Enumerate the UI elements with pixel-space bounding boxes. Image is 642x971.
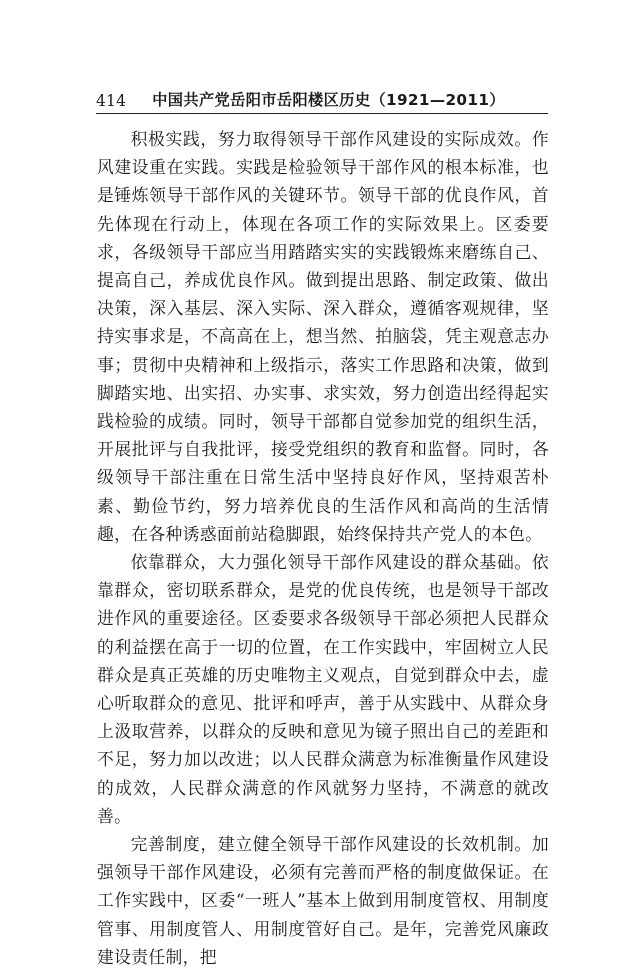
paragraph-masses: 依靠群众，大力强化领导干部作风建设的群众基础。依靠群众，密切联系群众，是党的优良传统，也是领导干部改进作风的重要途径。区委要求各级领导干部必须把人民群众的利益摆在高于一切的位置，在工作实践中，牢固树立人民群众是真正英雄的历史唯物主义观点，自觉到群众中去，虚心听取群众的意见、批评和呼声，善于从实践中、从群众身上汲取营养，以群众的反映和意见为镜子照出自己的差距和不足，努力加以改进；以人民群众满意为标准衡量作风建设的成效，人民群众满意的作风就努力坚持，不满意的就改善。 — [97, 552, 549, 826]
running-header — [96, 82, 548, 114]
page-number: 414 — [96, 92, 127, 110]
paragraph-practice: 积极实践，努力取得领导干部作风建设的实际成效。作风建设重在实践。实践是检验领导干部作风的根本标准，也是锤炼领导干部作风的关键环节。领导干部的优良作风，首先体现在行动上，体现在各项工作的实际效果上。区委要求，各级领导干部应当用踏踏实实的实践锻炼来磨练自己、提高自己，养成优良作风。做到提出思路、制定政策、做出决策，深入基层、深入实际、深入群众，遵循客观规律，坚持实事求是，不高高在上，想当然、拍脑袋，凭主观意志办事；贯彻中央精神和上级指示，落实工作思路和决策，做到脚踏实地、出实招、办实事、求实效，努力创造出经得起实践检验的成绩。同时，领导干部都自觉参加党的组织生活，开展批评与自我批评，接受党组织的教育和监督。同时，各级领导干部注重在日常生活中坚持良好作风，坚持艰苦朴素、勤俭节约，努力培养优良的生活作风和高尚的生活情趣，在各种诱惑面前站稳脚跟，始终保持共产党人的本色。 — [97, 129, 549, 544]
body-text — [97, 125, 549, 971]
book-title: 中国共产党岳阳市岳阳楼区历史（1921—2011） — [152, 91, 505, 109]
paragraph-system: 完善制度，建立健全领导干部作风建设的长效机制。加强领导干部作风建设，必须有完善而严格的制度做保证。在工作实践中，区委“一班人”基本上做到用制度管权、用制度管事、用制度管人、用制度管好自己。是年，完善党风廉政建设责任制，把 — [97, 834, 549, 967]
